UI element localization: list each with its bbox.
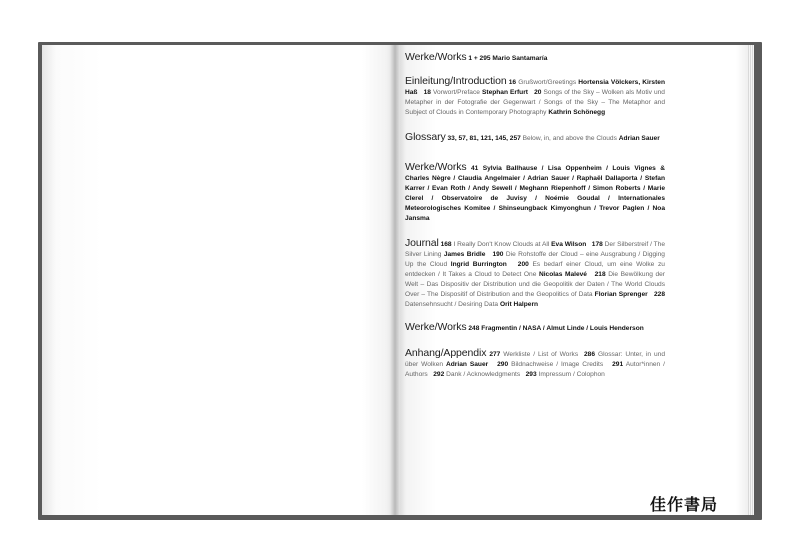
shop-watermark: 佳作書局 [650, 495, 719, 514]
entry-title: Werkliste / List of Works [503, 351, 579, 358]
toc-section-journal [405, 238, 665, 310]
page-number: 228 [653, 291, 665, 298]
toc-section-einleitung [405, 76, 665, 118]
entry-title: Bildnachweise / Image Credits [511, 361, 604, 368]
entry-title: Dank / Acknowledgments [446, 371, 521, 378]
author-name: Adrian Sauer [618, 135, 660, 142]
entry-title: Below, in, and above the Clouds [522, 135, 617, 142]
entry-title: Grußwort/Greetings [518, 79, 577, 86]
toc-section-glossary [405, 132, 665, 144]
page-number: 218 [594, 271, 606, 278]
page-number: 190 [492, 251, 504, 258]
table-of-contents [405, 52, 665, 380]
left-page-blank [42, 45, 396, 515]
entry-title: Die Rohstoffe der Cloud – eine Ausgrabung / Digging Up the Cloud [405, 251, 665, 268]
entry-title: Autor*innen / Authors [405, 361, 665, 378]
author-name: Florian Sprenger [594, 291, 648, 298]
page-number: 290 [497, 361, 509, 368]
page-number: 286 [584, 351, 596, 358]
author-name: Nicolas Malevé [538, 271, 587, 278]
page-numbers: 33, 57, 81, 121, 145, 257 [447, 135, 521, 142]
entry-title: Impressum / Colophon [538, 371, 605, 378]
author-name: Stephan Erfurt [481, 89, 528, 96]
toc-section-werke-3 [405, 322, 665, 334]
section-heading: Werke/Works [405, 51, 467, 63]
section-heading: Anhang/Appendix [405, 347, 487, 359]
toc-section-anhang [405, 348, 665, 380]
toc-section-werke-2 [405, 162, 665, 224]
section-heading: Einleitung/Introduction [405, 75, 507, 87]
page-number: 18 [423, 89, 431, 96]
page-number: 41 [470, 165, 479, 172]
section-heading: Werke/Works [405, 321, 467, 333]
section-heading: Journal [405, 237, 439, 249]
section-heading: Werke/Works [405, 161, 467, 173]
page-number: 200 [517, 261, 529, 268]
entry-title: Es bedarf einer Cloud, um eine Wolke zu entdecken / It Takes a Cloud to Detect One [405, 261, 665, 278]
page-number: 292 [433, 371, 445, 378]
page-number: 20 [534, 89, 542, 96]
entry-title: Glossar: Unter, in und über Wolken [405, 351, 665, 368]
page-number: 293 [525, 371, 537, 378]
page-number: 248 [468, 325, 480, 332]
artist-list: Sylvia Ballhause / Lisa Oppenheim / Louis Vignes & Charles Nègre / Claudia Angelmaier / Adrian Sauer / Raphaël Dallaporta / Stefan Karrer / Evan Roth / Andy Sewell / Meghann Riepenhoff / Simon Roberts / Marie Clerel / Observatoire de Juvisy / Noémie Goudal / Internationales Meteorologisches Komitee / Shinseungback Kimyonghun / Trevor Paglen / Noa Jansma [405, 165, 666, 222]
author-name: Adrian Sauer [446, 361, 489, 368]
entry-title: Datensehnsucht / Desiring Data [405, 301, 499, 308]
entry-title: Die Bewölkung der Welt – Das Dispositiv der Distribution und die Geopolitik der Daten / The World Clouds Over – The Dispositif of Distribution and the Geopolitics of Data [405, 271, 665, 298]
toc-section-werke-1 [405, 52, 665, 64]
page-number: 168 [440, 241, 452, 248]
entry-title: Der Silberstreif / The Silver Lining [405, 241, 665, 258]
author-name: Kathrin Schönegg [548, 109, 606, 116]
page-number: 277 [489, 351, 501, 358]
page-number: 16 [508, 79, 517, 86]
artist-list: Fragmentin / NASA / Almut Linde / Louis Henderson [481, 325, 644, 332]
author-name: Mario Santamaría [492, 55, 548, 62]
author-name: Ingrid Burrington [450, 261, 507, 268]
author-name: Eva Wilson [551, 241, 587, 248]
section-heading: Glossary [405, 131, 446, 143]
entry-title: Vorwort/Preface [433, 89, 480, 96]
entry-title: I Really Don't Know Clouds at All [453, 241, 550, 248]
book-gutter [390, 45, 400, 515]
page-number: 291 [612, 361, 624, 368]
entry-title: Songs of the Sky – Wolken als Motiv und Metapher in der Fotografie der Gegenwart / Songs of the Sky – The Metaphor and Subject of Clouds in Contemporary Photography [405, 89, 665, 116]
page-edges [748, 45, 754, 515]
author-name: James Bridle [443, 251, 486, 258]
author-name: Hortensia Völckers, Kirsten Haß [405, 79, 665, 96]
page-number: 178 [591, 241, 603, 248]
author-name: Orit Halpern [499, 301, 539, 308]
page-numbers: 1 + 295 [468, 55, 491, 62]
